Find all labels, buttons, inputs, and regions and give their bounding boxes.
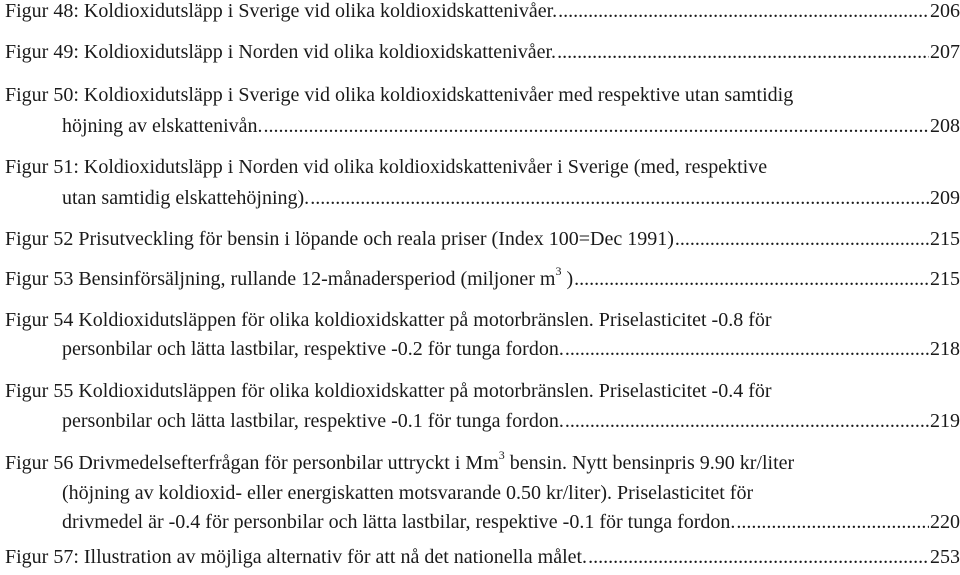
dot-leader (264, 111, 929, 141)
dot-leader (565, 334, 929, 364)
dot-leader (736, 507, 929, 537)
page-number: 219 (930, 410, 960, 432)
entry-title-cont: (höjning av koldioxid- eller energiskatten motsvarande 0.50 kr/liter). Priselasticitet för (62, 482, 754, 504)
entry-title-cont: utan samtidig elskattehöjning). (62, 187, 310, 209)
page-number: 207 (930, 41, 960, 63)
dot-leader (558, 0, 929, 26)
dot-leader (675, 224, 929, 254)
dot-leader (565, 406, 929, 436)
page-number: 215 (930, 268, 960, 290)
entry-title: Figur 51: Koldioxidutsläpp i Norden vid olika koldioxidskattenivåer i Sverige (med, respektive (5, 156, 768, 178)
page-number: 253 (930, 546, 960, 568)
page-number: 206 (930, 0, 960, 22)
page-number: 209 (930, 187, 960, 209)
entry-title-cont: personbilar och lätta lastbilar, respektive -0.1 för tunga fordon. (62, 410, 564, 432)
dot-leader (557, 37, 929, 67)
entry-title-cont: drivmedel är -0.4 för personbilar och lätta lastbilar, respektive -0.1 för tunga fordon. (62, 511, 736, 533)
page-number: 218 (930, 338, 960, 360)
entry-title: Figur 49: Koldioxidutsläpp i Norden vid olika koldioxidskattenivåer. (5, 41, 557, 63)
dot-leader (310, 183, 929, 213)
dot-leader (588, 542, 929, 572)
entry-title: Figur 54 Koldioxidutsläppen för olika koldioxidskatter på motorbränslen. Priselasticitet -0.8 för (5, 309, 772, 331)
page-number: 215 (930, 228, 960, 250)
page-number: 220 (930, 511, 960, 533)
entry-title: Figur 55 Koldioxidutsläppen för olika koldioxidskatter på motorbränslen. Priselasticitet -0.4 för (5, 380, 772, 402)
page-number: 208 (930, 115, 960, 137)
entry-title: Figur 50: Koldioxidutsläpp i Sverige vid olika koldioxidskattenivåer med respektive utan samtidig (5, 84, 794, 106)
entry-title: Figur 57: Illustration av möjliga alternativ för att nå det nationella målet. (5, 546, 588, 568)
entry-title-cont: personbilar och lätta lastbilar, respektive -0.2 för tunga fordon. (62, 338, 564, 360)
entry-title: Figur 56 Drivmedelsefterfrågan för personbilar uttryckt i Mm$^3$ bensin. Nytt bensinpris 9.90 kr/liter (5, 448, 795, 474)
dot-leader (574, 264, 929, 294)
entry-title: Figur 52 Prisutveckling för bensin i löpande och reala priser (Index 100=Dec 1991) (5, 228, 674, 250)
entry-title: Figur 53 Bensinförsäljning, rullande 12-månadersperiod (miljoner $m^3$ ) (5, 264, 574, 290)
entry-title: Figur 48: Koldioxidutsläpp i Sverige vid olika koldioxidskattenivåer. (5, 0, 558, 22)
entry-title-cont: höjning av elskattenivån. (62, 115, 263, 137)
